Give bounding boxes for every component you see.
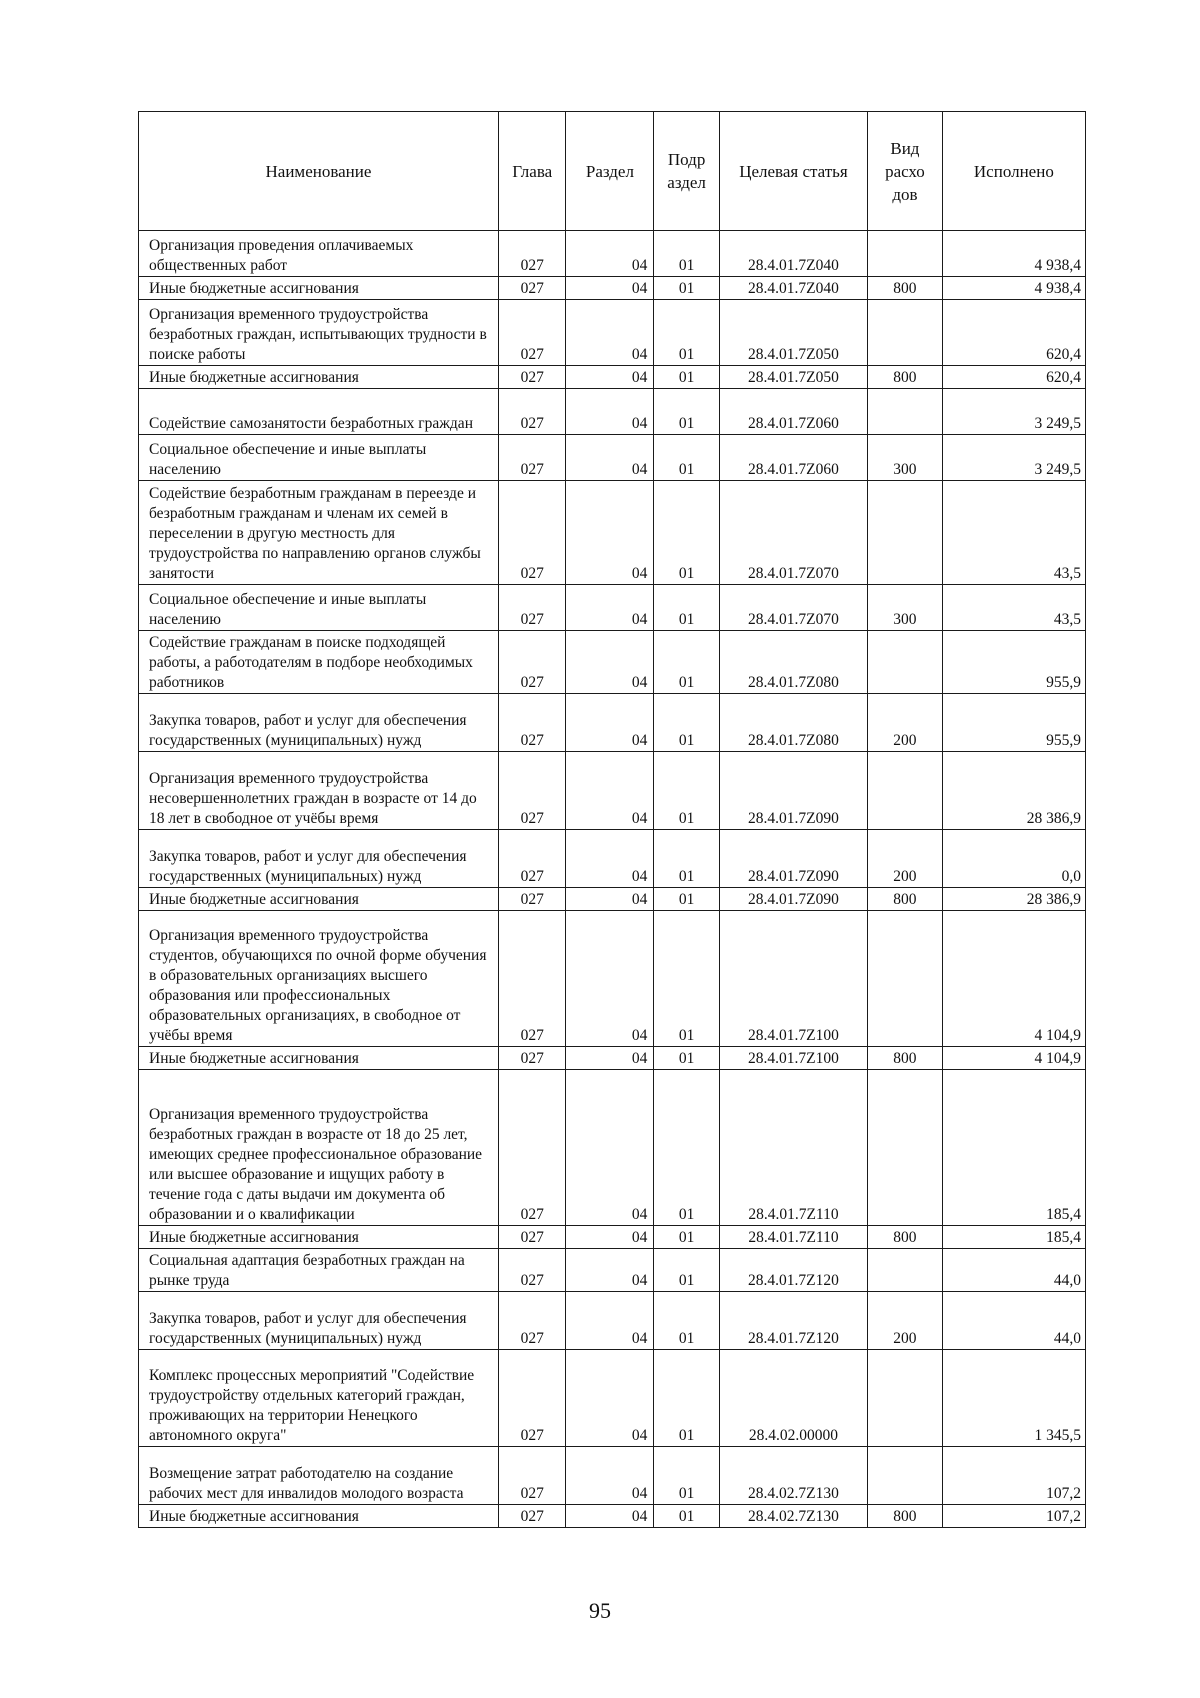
row-razdel: 04 (566, 752, 654, 830)
header-glava: Глава (498, 112, 565, 231)
row-podrazdel: 01 (654, 1249, 719, 1292)
row-vid-rashodov: 300 (868, 435, 943, 481)
row-celevaya-statya: 28.4.01.7Z090 (719, 830, 867, 888)
row-name: Социальная адаптация безработных граждан на рынке труда (139, 1249, 499, 1292)
row-glava: 027 (498, 1350, 565, 1447)
row-vid-rashodov: 200 (868, 830, 943, 888)
row-podrazdel: 01 (654, 481, 719, 585)
row-celevaya-statya: 28.4.01.7Z050 (719, 300, 867, 366)
row-razdel: 04 (566, 1070, 654, 1226)
table-row (139, 585, 1086, 631)
table-row (139, 231, 1086, 277)
row-celevaya-statya: 28.4.01.7Z090 (719, 888, 867, 911)
table-row (139, 277, 1086, 300)
row-celevaya-statya: 28.4.01.7Z070 (719, 585, 867, 631)
row-razdel: 04 (566, 1505, 654, 1528)
table-row (139, 1292, 1086, 1350)
row-ispolneno: 620,4 (942, 366, 1085, 389)
row-vid-rashodov (868, 631, 943, 694)
row-vid-rashodov (868, 389, 943, 435)
row-ispolneno: 620,4 (942, 300, 1085, 366)
row-vid-rashodov: 200 (868, 694, 943, 752)
row-name: Иные бюджетные ассигнования (139, 1047, 499, 1070)
row-vid-rashodov: 800 (868, 277, 943, 300)
row-ispolneno: 955,9 (942, 631, 1085, 694)
row-name: Иные бюджетные ассигнования (139, 277, 499, 300)
row-name: Организация временного трудоустройства безработных граждан, испытывающих трудности в поиске работы (139, 300, 499, 366)
row-razdel: 04 (566, 888, 654, 911)
row-name: Иные бюджетные ассигнования (139, 366, 499, 389)
row-podrazdel: 01 (654, 231, 719, 277)
header-ispolneno: Исполнено (942, 112, 1085, 231)
row-razdel: 04 (566, 231, 654, 277)
row-glava: 027 (498, 1070, 565, 1226)
row-vid-rashodov: 200 (868, 1292, 943, 1350)
row-glava: 027 (498, 1292, 565, 1350)
row-glava: 027 (498, 585, 565, 631)
page-number: 95 (589, 1598, 611, 1623)
row-name: Комплекс процессных мероприятий "Содействие трудоустройству отдельных категорий граждан, проживающих на территории Ненецкого автономного округа" (139, 1350, 499, 1447)
row-name: Закупка товаров, работ и услуг для обеспечения государственных (муниципальных) нужд (139, 830, 499, 888)
row-razdel: 04 (566, 481, 654, 585)
table-row (139, 911, 1086, 1047)
row-vid-rashodov (868, 481, 943, 585)
row-podrazdel: 01 (654, 300, 719, 366)
row-podrazdel: 01 (654, 1292, 719, 1350)
row-glava: 027 (498, 1447, 565, 1505)
row-glava: 027 (498, 888, 565, 911)
table-row (139, 389, 1086, 435)
row-razdel: 04 (566, 830, 654, 888)
table-row (139, 1047, 1086, 1070)
table-row (139, 694, 1086, 752)
row-glava: 027 (498, 830, 565, 888)
row-celevaya-statya: 28.4.02.00000 (719, 1350, 867, 1447)
header-razdel: Раздел (566, 112, 654, 231)
row-ispolneno: 185,4 (942, 1070, 1085, 1226)
row-podrazdel: 01 (654, 631, 719, 694)
row-podrazdel: 01 (654, 1226, 719, 1249)
row-name: Организация временного трудоустройства безработных граждан в возрасте от 18 до 25 лет, имеющих среднее профессиональное образование или высшее образование и ищущих работу в течение года с даты выдачи им документа об образовании и о квалификации (139, 1070, 499, 1226)
header-vid-rashodov: Вид расхо дов (868, 112, 943, 231)
table-row (139, 888, 1086, 911)
row-razdel: 04 (566, 1047, 654, 1070)
row-celevaya-statya: 28.4.01.7Z040 (719, 231, 867, 277)
table-row (139, 481, 1086, 585)
row-name: Организация проведения оплачиваемых общественных работ (139, 231, 499, 277)
table-row (139, 300, 1086, 366)
row-name: Содействие гражданам в поиске подходящей работы, а работодателям в подборе необходимых работников (139, 631, 499, 694)
row-razdel: 04 (566, 1226, 654, 1249)
table-row (139, 830, 1086, 888)
table-row (139, 1447, 1086, 1505)
row-ispolneno: 4 938,4 (942, 277, 1085, 300)
row-celevaya-statya: 28.4.01.7Z050 (719, 366, 867, 389)
row-vid-rashodov: 300 (868, 585, 943, 631)
row-razdel: 04 (566, 911, 654, 1047)
table-row (139, 1249, 1086, 1292)
row-vid-rashodov: 800 (868, 1226, 943, 1249)
row-name: Организация временного трудоустройства студентов, обучающихся по очной форме обучения в образовательных организациях высшего образования или профессиональных образовательных организациях, в свободное от учёбы время (139, 911, 499, 1047)
row-podrazdel: 01 (654, 1070, 719, 1226)
row-podrazdel: 01 (654, 888, 719, 911)
table-row (139, 1350, 1086, 1447)
table-row (139, 631, 1086, 694)
row-glava: 027 (498, 300, 565, 366)
header-name: Наименование (139, 112, 499, 231)
table-row (139, 435, 1086, 481)
row-celevaya-statya: 28.4.01.7Z040 (719, 277, 867, 300)
row-celevaya-statya: 28.4.01.7Z110 (719, 1070, 867, 1226)
row-ispolneno: 4 938,4 (942, 231, 1085, 277)
row-vid-rashodov (868, 231, 943, 277)
header-podrazdel: Подр аздел (654, 112, 719, 231)
row-ispolneno: 185,4 (942, 1226, 1085, 1249)
row-glava: 027 (498, 1249, 565, 1292)
row-name: Организация временного трудоустройства несовершеннолетних граждан в возрасте от 14 до 18 лет в свободное от учёбы время (139, 752, 499, 830)
row-razdel: 04 (566, 300, 654, 366)
row-celevaya-statya: 28.4.01.7Z120 (719, 1249, 867, 1292)
row-razdel: 04 (566, 631, 654, 694)
row-podrazdel: 01 (654, 277, 719, 300)
row-name: Иные бюджетные ассигнования (139, 1505, 499, 1528)
row-vid-rashodov (868, 911, 943, 1047)
table-row (139, 752, 1086, 830)
row-vid-rashodov (868, 300, 943, 366)
row-razdel: 04 (566, 366, 654, 389)
row-podrazdel: 01 (654, 1505, 719, 1528)
row-ispolneno: 28 386,9 (942, 888, 1085, 911)
row-name: Содействие безработным гражданам в переезде и безработным гражданам и членам их семей в переселении в другую местность для трудоустройства по направлению органов службы занятости (139, 481, 499, 585)
row-glava: 027 (498, 752, 565, 830)
row-razdel: 04 (566, 1292, 654, 1350)
row-razdel: 04 (566, 585, 654, 631)
row-vid-rashodov (868, 1070, 943, 1226)
row-glava: 027 (498, 389, 565, 435)
row-ispolneno: 3 249,5 (942, 389, 1085, 435)
row-razdel: 04 (566, 1249, 654, 1292)
row-razdel: 04 (566, 435, 654, 481)
row-vid-rashodov (868, 1350, 943, 1447)
row-ispolneno: 3 249,5 (942, 435, 1085, 481)
row-celevaya-statya: 28.4.02.7Z130 (719, 1447, 867, 1505)
row-name: Содействие самозанятости безработных граждан (139, 389, 499, 435)
row-ispolneno: 43,5 (942, 585, 1085, 631)
row-celevaya-statya: 28.4.01.7Z110 (719, 1226, 867, 1249)
row-name: Закупка товаров, работ и услуг для обеспечения государственных (муниципальных) нужд (139, 694, 499, 752)
row-name: Возмещение затрат работодателю на создание рабочих мест для инвалидов молодого возраста (139, 1447, 499, 1505)
row-ispolneno: 4 104,9 (942, 1047, 1085, 1070)
row-name: Иные бюджетные ассигнования (139, 888, 499, 911)
header-celevaya-statya: Целевая статья (719, 112, 867, 231)
row-podrazdel: 01 (654, 435, 719, 481)
row-ispolneno: 107,2 (942, 1505, 1085, 1528)
row-ispolneno: 44,0 (942, 1292, 1085, 1350)
row-glava: 027 (498, 1505, 565, 1528)
row-glava: 027 (498, 277, 565, 300)
row-celevaya-statya: 28.4.01.7Z060 (719, 389, 867, 435)
row-podrazdel: 01 (654, 585, 719, 631)
row-razdel: 04 (566, 389, 654, 435)
row-celevaya-statya: 28.4.01.7Z100 (719, 911, 867, 1047)
row-ispolneno: 107,2 (942, 1447, 1085, 1505)
row-razdel: 04 (566, 1447, 654, 1505)
row-glava: 027 (498, 911, 565, 1047)
row-celevaya-statya: 28.4.01.7Z090 (719, 752, 867, 830)
row-celevaya-statya: 28.4.01.7Z080 (719, 631, 867, 694)
header-row (139, 112, 1086, 231)
row-celevaya-statya: 28.4.01.7Z080 (719, 694, 867, 752)
table-row (139, 1226, 1086, 1249)
row-celevaya-statya: 28.4.02.7Z130 (719, 1505, 867, 1528)
row-ispolneno: 4 104,9 (942, 911, 1085, 1047)
row-vid-rashodov (868, 752, 943, 830)
row-ispolneno: 0,0 (942, 830, 1085, 888)
row-ispolneno: 955,9 (942, 694, 1085, 752)
row-vid-rashodov: 800 (868, 1047, 943, 1070)
row-name: Иные бюджетные ассигнования (139, 1226, 499, 1249)
row-podrazdel: 01 (654, 830, 719, 888)
row-podrazdel: 01 (654, 1447, 719, 1505)
row-podrazdel: 01 (654, 911, 719, 1047)
row-ispolneno: 28 386,9 (942, 752, 1085, 830)
row-name: Социальное обеспечение и иные выплаты населению (139, 435, 499, 481)
row-glava: 027 (498, 231, 565, 277)
row-vid-rashodov (868, 1447, 943, 1505)
row-podrazdel: 01 (654, 1047, 719, 1070)
row-name: Закупка товаров, работ и услуг для обеспечения государственных (муниципальных) нужд (139, 1292, 499, 1350)
row-podrazdel: 01 (654, 389, 719, 435)
row-celevaya-statya: 28.4.01.7Z120 (719, 1292, 867, 1350)
row-podrazdel: 01 (654, 694, 719, 752)
row-podrazdel: 01 (654, 366, 719, 389)
row-razdel: 04 (566, 1350, 654, 1447)
row-glava: 027 (498, 435, 565, 481)
row-glava: 027 (498, 366, 565, 389)
row-ispolneno: 43,5 (942, 481, 1085, 585)
row-razdel: 04 (566, 277, 654, 300)
row-vid-rashodov: 800 (868, 366, 943, 389)
table-row (139, 366, 1086, 389)
row-glava: 027 (498, 1047, 565, 1070)
table-row (139, 1070, 1086, 1226)
row-glava: 027 (498, 631, 565, 694)
row-vid-rashodov: 800 (868, 888, 943, 911)
row-glava: 027 (498, 481, 565, 585)
budget-table (138, 111, 1086, 1528)
row-vid-rashodov: 800 (868, 1505, 943, 1528)
row-celevaya-statya: 28.4.01.7Z100 (719, 1047, 867, 1070)
row-celevaya-statya: 28.4.01.7Z060 (719, 435, 867, 481)
row-vid-rashodov (868, 1249, 943, 1292)
table-body (139, 231, 1086, 1528)
row-ispolneno: 1 345,5 (942, 1350, 1085, 1447)
row-glava: 027 (498, 1226, 565, 1249)
row-podrazdel: 01 (654, 1350, 719, 1447)
row-glava: 027 (498, 694, 565, 752)
row-razdel: 04 (566, 694, 654, 752)
table-row (139, 1505, 1086, 1528)
row-podrazdel: 01 (654, 752, 719, 830)
row-name: Социальное обеспечение и иные выплаты населению (139, 585, 499, 631)
row-celevaya-statya: 28.4.01.7Z070 (719, 481, 867, 585)
table-header (139, 112, 1086, 231)
row-ispolneno: 44,0 (942, 1249, 1085, 1292)
